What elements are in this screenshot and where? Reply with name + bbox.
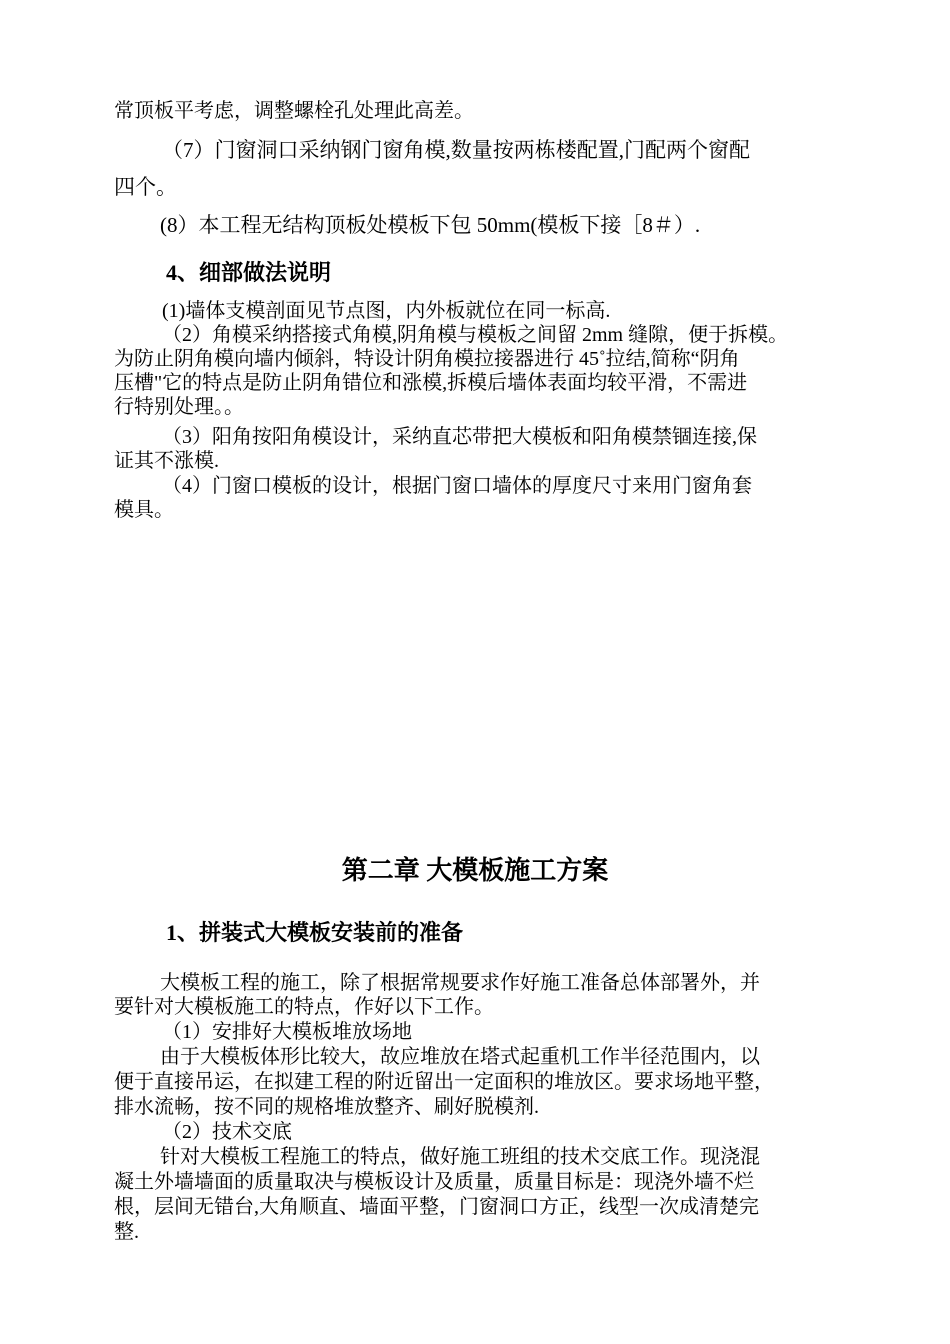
section-heading: 4、细部做法说明 <box>166 260 332 285</box>
chapter-title: 第二章 大模板施工方案 <box>341 856 609 885</box>
body-text-line: （7）门窗洞口采纳钢门窗角模,数量按两栋楼配置,门配两个窗配 <box>162 138 750 162</box>
body-text-line: 整. <box>114 1221 139 1243</box>
body-text-line: （2）角模采纳搭接式角模,阴角模与模板之间留 2mm 缝隙，便于拆模。 <box>162 324 789 346</box>
body-text-line: （3）阳角按阳角模设计，采纳直芯带把大模板和阳角模禁锢连接,保 <box>162 426 757 448</box>
body-text-line: 要针对大模板施工的特点，作好以下工作。 <box>114 996 494 1018</box>
body-text-line: (8）本工程无结构顶板处模板下包 50mm(模板下接［8＃）. <box>160 213 701 237</box>
body-text-line: （4）门窗口模板的设计，根据门窗口墙体的厚度尺寸来用门窗角套 <box>162 475 752 497</box>
body-text-line: 排水流畅，按不同的规格堆放整齐、刷好脱模剂. <box>114 1096 539 1118</box>
body-text-line: 常顶板平考虑，调整螺栓孔处理此高差。 <box>114 100 474 122</box>
body-text-line: 便于直接吊运，在拟建工程的附近留出一定面积的堆放区。要求场地平整， <box>114 1071 774 1093</box>
body-text-line: 行特别处理。。 <box>114 396 244 418</box>
body-text-line: （1）安排好大模板堆放场地 <box>162 1021 412 1043</box>
body-text-line: 四个。 <box>114 175 177 199</box>
body-text-line: 压槽"它的特点是防止阴角错位和涨模,拆模后墙体表面均较平滑，不需进 <box>114 372 748 394</box>
body-text-line: 由于大模板体形比较大，故应堆放在塔式起重机工作半径范围内，以 <box>160 1046 760 1068</box>
body-text-line: 模具。 <box>114 499 174 521</box>
body-text-line: 大模板工程的施工，除了根据常规要求作好施工准备总体部署外，并 <box>160 972 760 994</box>
body-text-line: 为防止阴角模向墙内倾斜，特设计阴角模拉接器进行 45˚拉结,简称“阴角 <box>114 348 740 370</box>
body-text-line: (1)墙体支模剖面见节点图，内外板就位在同一标高. <box>162 300 611 322</box>
body-text-line: 凝土外墙墙面的质量取决与模板设计及质量，质量目标是：现浇外墙不烂 <box>114 1171 754 1193</box>
section-heading: 1、拼装式大模板安装前的准备 <box>166 920 464 945</box>
body-text-line: （2）技术交底 <box>162 1121 292 1143</box>
body-text-line: 根，层间无错台,大角顺直、墙面平整，门窗洞口方正，线型一次成清楚完 <box>114 1196 759 1218</box>
body-text-line: 证其不涨模. <box>114 450 219 472</box>
body-text-line: 针对大模板工程施工的特点，做好施工班组的技术交底工作。现浇混 <box>160 1146 760 1168</box>
